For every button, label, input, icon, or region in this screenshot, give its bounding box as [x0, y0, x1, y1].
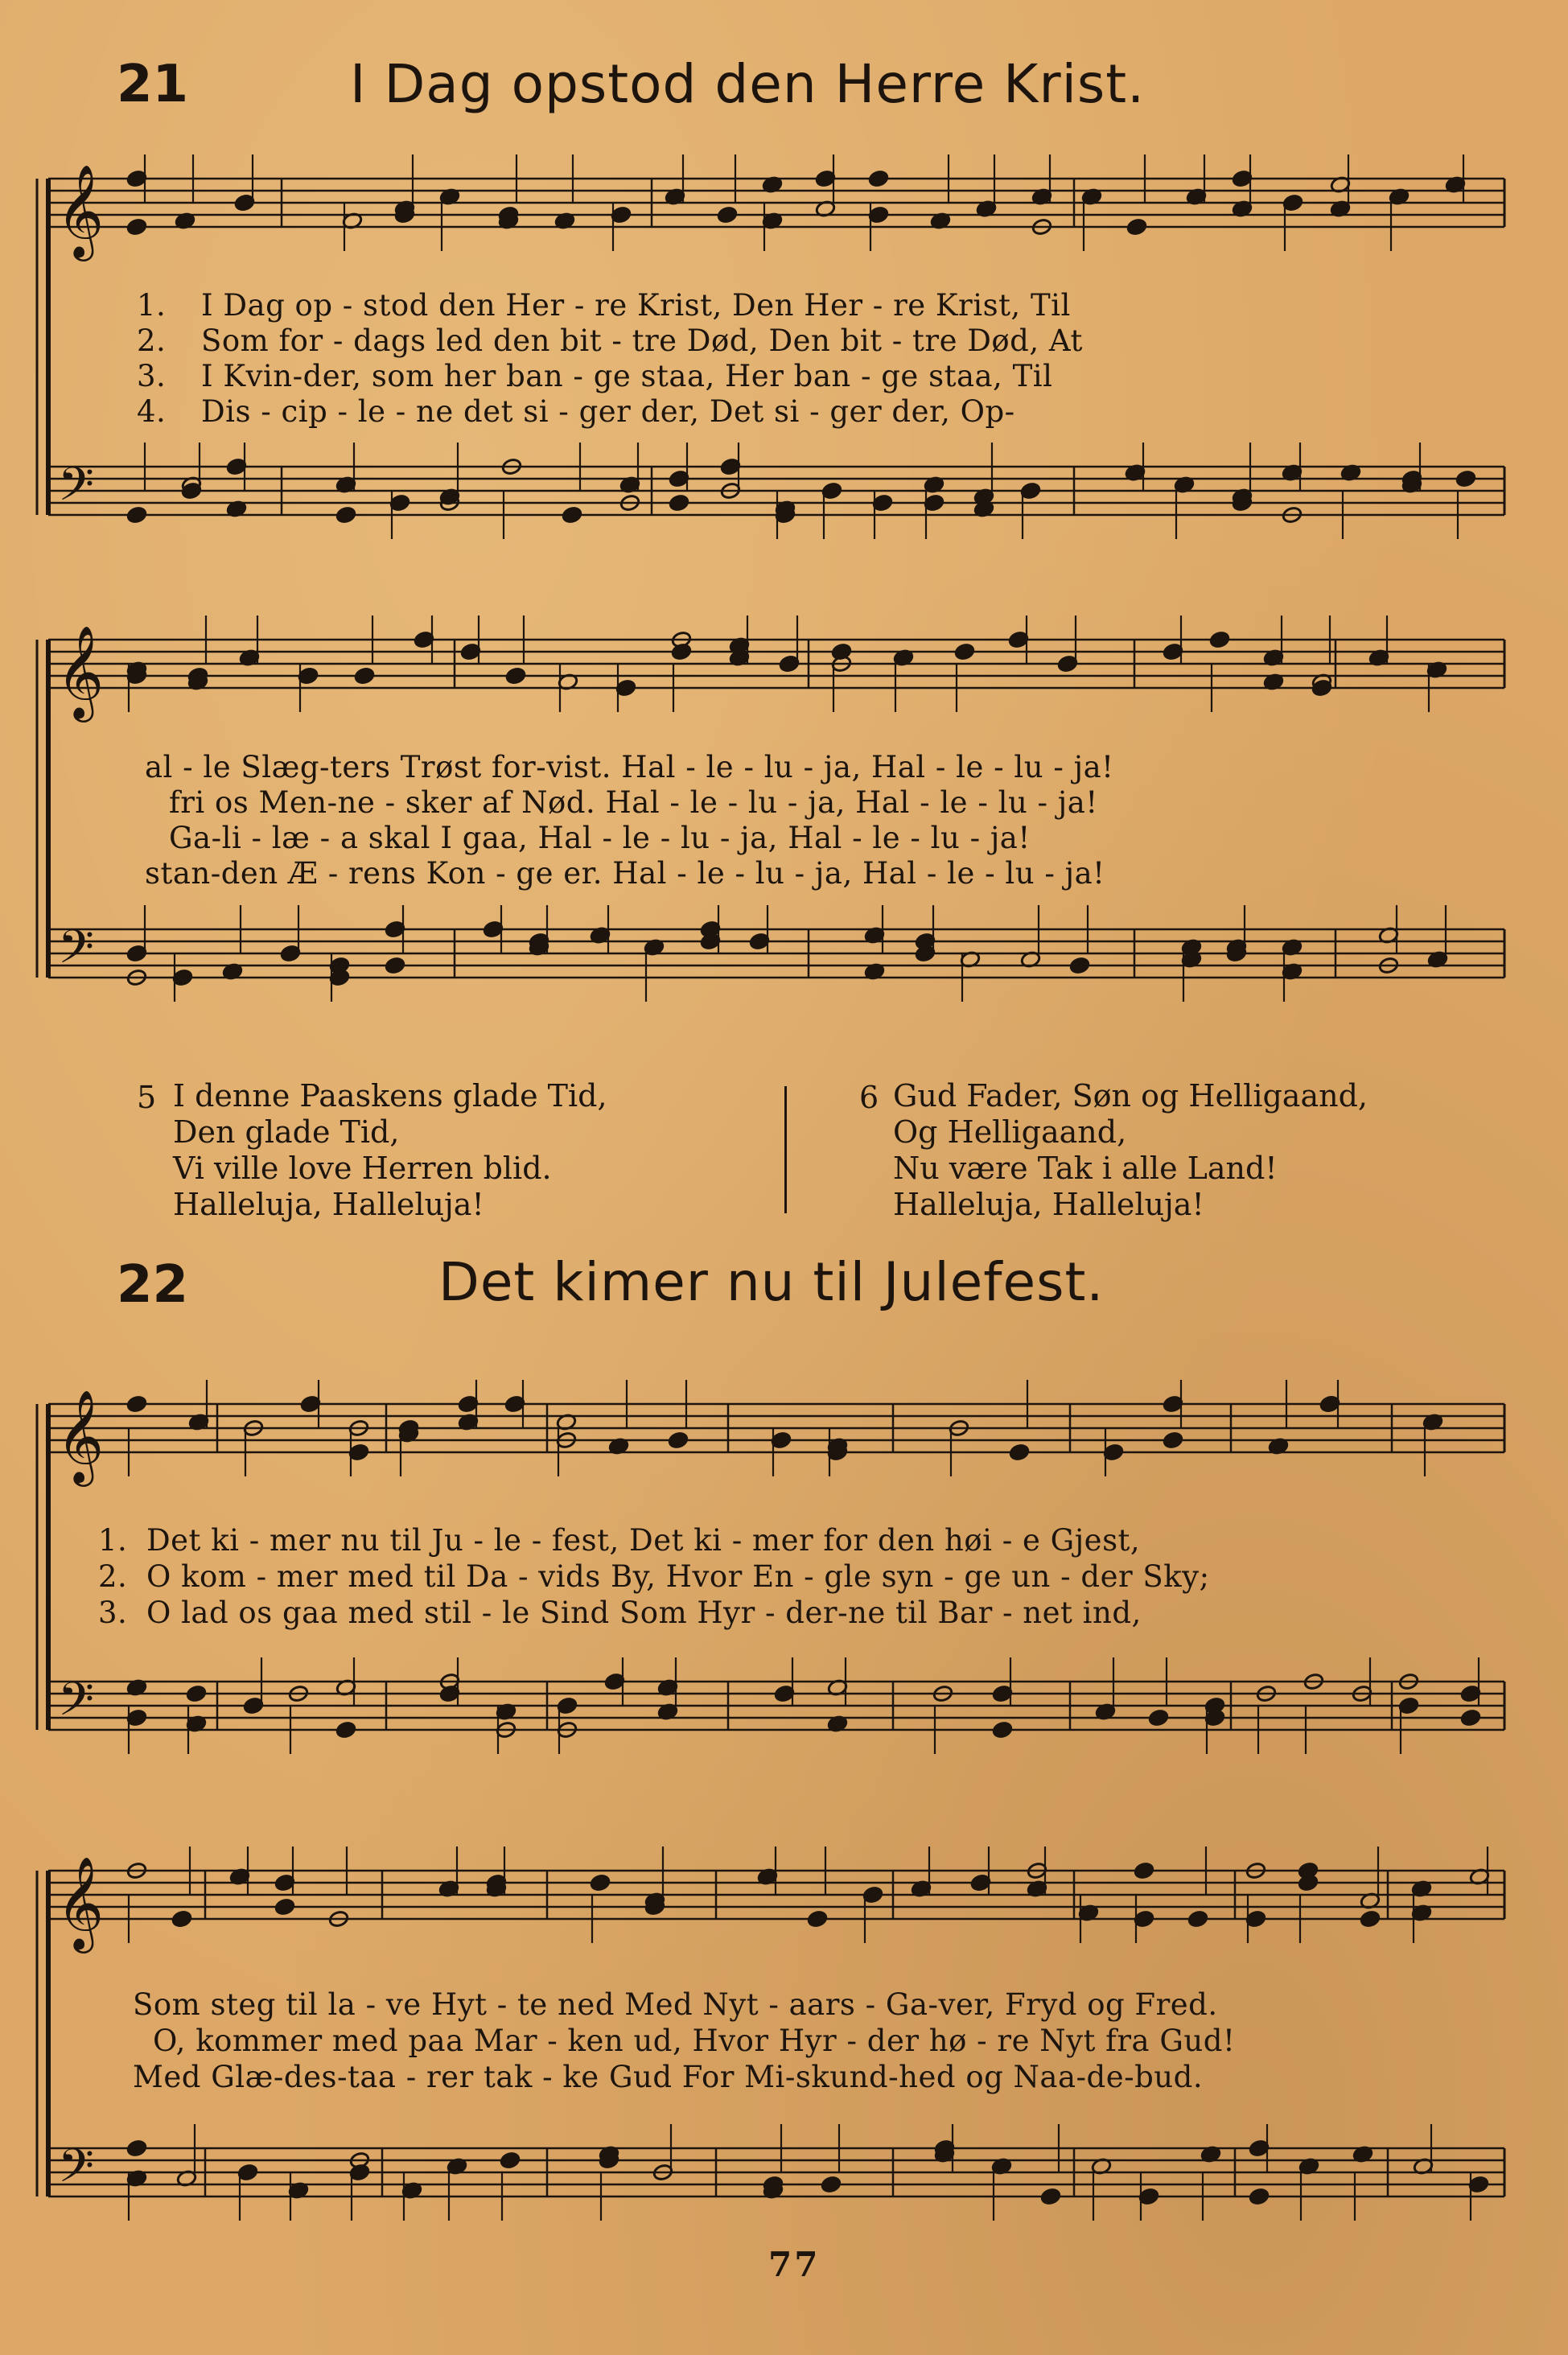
verse-number: 2.: [98, 1559, 128, 1594]
note-head: [669, 494, 689, 513]
note-head: [1187, 1910, 1208, 1929]
hymn-number: 22: [117, 1255, 189, 1315]
note-head: [1069, 957, 1090, 975]
verse-number: 2.: [137, 323, 167, 358]
stanza-line: Vi ville love Herren blid.: [173, 1151, 552, 1186]
verse-number: 3.: [137, 359, 167, 393]
note-head: [354, 667, 375, 686]
verse-number: 1.: [98, 1523, 128, 1558]
note-head: [171, 1910, 192, 1929]
treble-clef-icon: 𝄞: [56, 1855, 105, 1949]
note-head: [1148, 1709, 1169, 1727]
lyric-line: stan-den Æ - rens Kon - ge er. Hal - le - lu - ja, Hal - le - lu - ja!: [145, 856, 1105, 891]
lyric-line: Ga-li - læ - a skal I gaa, Hal - le - lu - ja, Hal - le - lu - ja!: [169, 821, 1031, 855]
note-head: [1249, 2188, 1270, 2206]
stanza-line: Og Helligaand,: [893, 1114, 1127, 1150]
bass-clef-icon: 𝄢: [58, 1672, 95, 1738]
note-head: [668, 1431, 689, 1450]
bass-clef-icon: 𝄢: [58, 2139, 95, 2205]
stanza-line: Nu være Tak i alle Land!: [893, 1151, 1278, 1186]
lyric-line: O, kommer med paa Mar - ken ud, Hvor Hyr - der hø - re Nyt fra Gud!: [153, 2024, 1236, 2058]
note-head: [992, 1721, 1013, 1739]
note-head: [717, 206, 738, 224]
hymn-number: 21: [117, 55, 189, 114]
verse-number: 4.: [137, 394, 167, 429]
treble-clef-icon: 𝄞: [56, 1389, 105, 1483]
note-head: [562, 506, 582, 525]
note-head: [126, 506, 147, 525]
page-number: 77: [768, 2245, 821, 2284]
note-head: [385, 957, 405, 975]
lyric-line: fri os Men-ne - sker af Nød. Hal - le - lu - ja, Hal - le - lu - ja!: [169, 785, 1098, 820]
note-head: [335, 506, 356, 525]
note-head: [1040, 2188, 1061, 2206]
lyric-line: O kom - mer med til Da - vids By, Hvor En - gle syn - ge un - der Sky;: [146, 1559, 1210, 1594]
lyric-line: al - le Slæg-ters Trøst for-vist. Hal - le - lu - ja, Hal - le - lu - ja!: [145, 750, 1114, 784]
verse-number: 3.: [98, 1595, 128, 1630]
note-head: [1460, 1709, 1481, 1727]
note-head: [954, 643, 975, 661]
lyric-line: Som steg til la - ve Hyt - te ned Med Nyt - aars - Ga-ver, Fryd og Fred.: [133, 1987, 1218, 2022]
stanza-number: 6: [859, 1080, 879, 1115]
note-head: [274, 1898, 295, 1917]
lyric-line: Som for - dags led den bit - tre Død, Den bit - tre Død, At: [201, 323, 1083, 358]
hymn-title: Det kimer nu til Julefest.: [438, 1251, 1105, 1313]
stanza-line: Halleluja, Halleluja!: [893, 1187, 1204, 1222]
stanza-divider: [784, 1086, 787, 1213]
bass-clef-icon: 𝄢: [58, 920, 95, 986]
note-head: [126, 1395, 147, 1414]
note-head: [500, 2151, 521, 2170]
note-head: [590, 1874, 611, 1892]
note-head: [1134, 1862, 1154, 1880]
note-head: [1126, 218, 1147, 237]
verse-number: 1.: [137, 288, 167, 323]
lyric-line: Det ki - mer nu til Ju - le - fest, Det ki - mer for den høi - e Gjest,: [146, 1523, 1141, 1558]
stanza-line: I denne Paaskens glade Tid,: [173, 1078, 607, 1114]
note-head: [868, 170, 889, 188]
stanza-line: Den glade Tid,: [173, 1114, 400, 1150]
note-head: [821, 2176, 842, 2194]
note-head: [1009, 1443, 1030, 1462]
note-head: [126, 2139, 147, 2158]
note-head: [1455, 470, 1476, 488]
note-head: [807, 1910, 828, 1929]
stanza-line: Halleluja, Halleluja!: [173, 1187, 484, 1222]
lyric-line: Dis - cip - le - ne det si - ger der, Det si - ger der, Op-: [201, 394, 1015, 429]
note-head: [126, 218, 147, 237]
lyric-line: O lad os gaa med stil - le Sind Som Hyr - der-ne til Bar - net ind,: [146, 1595, 1142, 1630]
bass-clef-icon: 𝄢: [58, 457, 95, 523]
treble-clef-icon: 𝄞: [56, 624, 105, 718]
note-head: [1163, 1431, 1183, 1450]
stanza-line: Gud Fader, Søn og Helligaand,: [893, 1078, 1368, 1114]
lyric-line: I Dag op - stod den Her - re Krist, Den Her - re Krist, Til: [201, 288, 1071, 323]
stanza-number: 5: [137, 1080, 157, 1115]
lyric-line: Med Glæ-des-taa - rer tak - ke Gud For Mi-skund-hed og Naa-de-bud.: [133, 2060, 1204, 2094]
note-head: [1209, 631, 1230, 649]
treble-clef-icon: 𝄞: [56, 163, 105, 257]
note-head: [335, 1721, 356, 1739]
note-head: [186, 1685, 207, 1703]
note-head: [1360, 1910, 1381, 1929]
hymn-title: I Dag opstod den Herre Krist.: [350, 53, 1146, 115]
lyric-line: I Kvin-der, som her ban - ge staa, Her ban - ge staa, Til: [201, 359, 1053, 393]
